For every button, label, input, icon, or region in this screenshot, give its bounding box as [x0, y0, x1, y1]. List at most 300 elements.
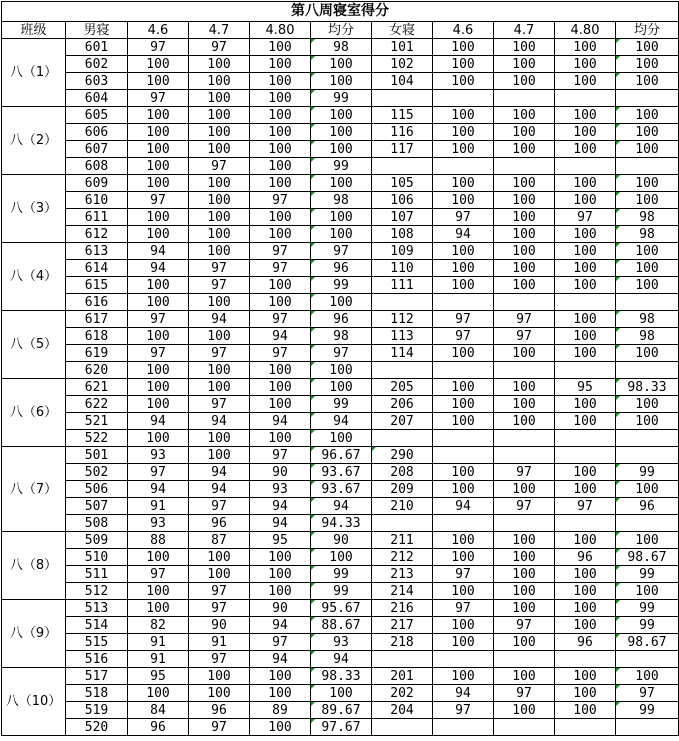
- boys-score-4-6: 84: [128, 702, 189, 719]
- boys-score-4-80: 94: [250, 328, 311, 345]
- boys-dorm-number: 517: [66, 668, 128, 685]
- boys-score-4-6: 100: [128, 583, 189, 600]
- boys-average: 100: [311, 175, 372, 192]
- girls-average: 98: [616, 226, 679, 243]
- boys-score-4-80: 100: [250, 549, 311, 566]
- girls-score-4-6: 100: [433, 260, 494, 277]
- girls-score-4-80: 100: [555, 668, 616, 685]
- boys-score-4-7: 100: [189, 226, 250, 243]
- girls-score-4-80: 97: [555, 209, 616, 226]
- boys-score-4-80: 100: [250, 73, 311, 90]
- boys-score-4-7: 100: [189, 192, 250, 209]
- boys-score-4-80: 90: [250, 464, 311, 481]
- girls-score-4-80: 100: [555, 396, 616, 413]
- girls-score-4-80: 97: [555, 498, 616, 515]
- girls-score-4-6: 100: [433, 107, 494, 124]
- girls-score-4-7: 100: [494, 209, 555, 226]
- boys-score-4-6: 100: [128, 430, 189, 447]
- boys-score-4-6: 100: [128, 158, 189, 175]
- girls-score-4-7: 100: [494, 260, 555, 277]
- girls-score-4-7: 100: [494, 141, 555, 158]
- boys-score-4-7: 97: [189, 277, 250, 294]
- boys-score-4-7: 96: [189, 702, 250, 719]
- table-row: [2, 651, 679, 668]
- boys-dorm-number: 515: [66, 634, 128, 651]
- girls-score-4-7: 97: [494, 311, 555, 328]
- boys-average: 99: [311, 566, 372, 583]
- boys-average: 94.33: [311, 515, 372, 532]
- girls-score-4-80: 100: [555, 243, 616, 260]
- girls-dorm-number: 214: [372, 583, 433, 600]
- table-row: [2, 345, 679, 362]
- table-row: [2, 634, 679, 651]
- girls-score-4-6: 100: [433, 192, 494, 209]
- girls-average: 98.33: [616, 379, 679, 396]
- girls-average: [616, 158, 679, 175]
- girls-dorm-number: 114: [372, 345, 433, 362]
- table-row: [2, 685, 679, 702]
- boys-score-4-80: 100: [250, 226, 311, 243]
- girls-average: 100: [616, 175, 679, 192]
- girls-score-4-6: 100: [433, 413, 494, 430]
- girls-score-4-6: 100: [433, 532, 494, 549]
- girls-score-4-7: 100: [494, 379, 555, 396]
- girls-score-4-7: 100: [494, 532, 555, 549]
- boys-dorm-number: 608: [66, 158, 128, 175]
- girls-dorm-number: 112: [372, 311, 433, 328]
- girls-score-4-80: 96: [555, 549, 616, 566]
- girls-score-4-80: 100: [555, 311, 616, 328]
- girls-score-4-6: 97: [433, 328, 494, 345]
- girls-average: [616, 651, 679, 668]
- boys-score-4-6: 93: [128, 447, 189, 464]
- header-average: 均分: [311, 22, 372, 39]
- boys-score-4-7: 100: [189, 175, 250, 192]
- boys-average: 100: [311, 379, 372, 396]
- girls-score-4-7: 100: [494, 226, 555, 243]
- girls-score-4-6: 100: [433, 124, 494, 141]
- class-cell: 八（6）: [2, 379, 66, 447]
- girls-average: 100: [616, 39, 679, 56]
- boys-score-4-6: 100: [128, 294, 189, 311]
- girls-average: 98: [616, 311, 679, 328]
- boys-score-4-6: 100: [128, 277, 189, 294]
- boys-dorm-number: 501: [66, 447, 128, 464]
- girls-score-4-7: 100: [494, 39, 555, 56]
- boys-score-4-6: 97: [128, 566, 189, 583]
- boys-score-4-7: 97: [189, 260, 250, 277]
- girls-score-4-7: 100: [494, 277, 555, 294]
- class-cell: 八（1）: [2, 39, 66, 107]
- boys-average: 96: [311, 260, 372, 277]
- girls-dorm-number: 211: [372, 532, 433, 549]
- girls-score-4-7: 97: [494, 328, 555, 345]
- boys-score-4-80: 94: [250, 515, 311, 532]
- girls-dorm-number: 290: [372, 447, 433, 464]
- boys-score-4-80: 100: [250, 277, 311, 294]
- boys-dorm-number: 512: [66, 583, 128, 600]
- girls-score-4-7: [494, 90, 555, 107]
- boys-score-4-6: 100: [128, 124, 189, 141]
- boys-average: 99: [311, 158, 372, 175]
- boys-score-4-6: 97: [128, 192, 189, 209]
- boys-score-4-7: 97: [189, 583, 250, 600]
- boys-dorm-number: 609: [66, 175, 128, 192]
- class-cell: 八（4）: [2, 243, 66, 311]
- table-row: [2, 226, 679, 243]
- table-row: [2, 243, 679, 260]
- boys-dorm-number: 622: [66, 396, 128, 413]
- boys-dorm-number: 601: [66, 39, 128, 56]
- girls-score-4-80: 100: [555, 39, 616, 56]
- boys-score-4-7: 97: [189, 719, 250, 736]
- boys-dorm-number: 615: [66, 277, 128, 294]
- girls-score-4-7: 100: [494, 396, 555, 413]
- table-row: [2, 260, 679, 277]
- table-row: [2, 328, 679, 345]
- girls-score-4-6: 100: [433, 549, 494, 566]
- table-row: [2, 447, 679, 464]
- girls-score-4-80: 96: [555, 634, 616, 651]
- girls-score-4-80: 100: [555, 481, 616, 498]
- boys-score-4-80: 100: [250, 175, 311, 192]
- table-row: [2, 719, 679, 736]
- girls-score-4-7: [494, 447, 555, 464]
- table-row: [2, 600, 679, 617]
- girls-score-4-80: 100: [555, 124, 616, 141]
- boys-score-4-6: 100: [128, 107, 189, 124]
- girls-score-4-7: [494, 430, 555, 447]
- boys-score-4-7: 97: [189, 158, 250, 175]
- table-row: [2, 379, 679, 396]
- girls-score-4-7: 97: [494, 498, 555, 515]
- girls-score-4-80: 100: [555, 617, 616, 634]
- girls-score-4-80: 100: [555, 107, 616, 124]
- boys-score-4-80: 90: [250, 600, 311, 617]
- header-date-4-6: 4.6: [433, 22, 494, 39]
- girls-dorm-number: 208: [372, 464, 433, 481]
- boys-average: 100: [311, 362, 372, 379]
- boys-score-4-7: 100: [189, 685, 250, 702]
- girls-score-4-80: 100: [555, 192, 616, 209]
- boys-score-4-80: 100: [250, 583, 311, 600]
- boys-dorm-number: 612: [66, 226, 128, 243]
- boys-average: 97: [311, 345, 372, 362]
- boys-score-4-80: 100: [250, 362, 311, 379]
- girls-score-4-6: 100: [433, 481, 494, 498]
- boys-average: 95.67: [311, 600, 372, 617]
- girls-score-4-7: 97: [494, 464, 555, 481]
- girls-score-4-6: 94: [433, 498, 494, 515]
- girls-score-4-6: [433, 447, 494, 464]
- girls-dorm-number: 204: [372, 702, 433, 719]
- boys-average: 98: [311, 328, 372, 345]
- boys-average: 100: [311, 73, 372, 90]
- class-cell: 八（8）: [2, 532, 66, 600]
- girls-average: 99: [616, 600, 679, 617]
- table-row: [2, 583, 679, 600]
- table-row: [2, 362, 679, 379]
- girls-dorm-number: 202: [372, 685, 433, 702]
- girls-dorm-number: 201: [372, 668, 433, 685]
- girls-average: 100: [616, 141, 679, 158]
- table-row: [2, 209, 679, 226]
- girls-score-4-7: 100: [494, 107, 555, 124]
- boys-average: 96.67: [311, 447, 372, 464]
- boys-average: 93.67: [311, 481, 372, 498]
- boys-score-4-80: 100: [250, 158, 311, 175]
- girls-average: [616, 430, 679, 447]
- boys-dorm-number: 518: [66, 685, 128, 702]
- boys-average: 100: [311, 107, 372, 124]
- boys-score-4-7: 100: [189, 294, 250, 311]
- boys-score-4-7: 100: [189, 107, 250, 124]
- boys-dorm-number: 611: [66, 209, 128, 226]
- boys-dorm-number: 521: [66, 413, 128, 430]
- girls-score-4-6: [433, 430, 494, 447]
- girls-average: 100: [616, 56, 679, 73]
- boys-average: 100: [311, 294, 372, 311]
- girls-score-4-6: 100: [433, 141, 494, 158]
- girls-average: 98: [616, 328, 679, 345]
- table-row: [2, 124, 679, 141]
- boys-score-4-80: 100: [250, 430, 311, 447]
- girls-score-4-80: [555, 447, 616, 464]
- boys-score-4-6: 95: [128, 668, 189, 685]
- dorm-score-table: [1, 1, 679, 736]
- boys-score-4-6: 88: [128, 532, 189, 549]
- boys-score-4-7: 87: [189, 532, 250, 549]
- girls-score-4-7: 100: [494, 702, 555, 719]
- boys-score-4-7: 100: [189, 430, 250, 447]
- boys-score-4-7: 94: [189, 464, 250, 481]
- girls-score-4-80: 100: [555, 56, 616, 73]
- boys-average: 88.67: [311, 617, 372, 634]
- girls-dorm-number: 217: [372, 617, 433, 634]
- boys-dorm-number: 606: [66, 124, 128, 141]
- girls-score-4-6: 100: [433, 243, 494, 260]
- girls-dorm-number: 107: [372, 209, 433, 226]
- boys-average: 99: [311, 90, 372, 107]
- girls-average: 96: [616, 498, 679, 515]
- boys-average: 99: [311, 396, 372, 413]
- girls-score-4-80: 100: [555, 141, 616, 158]
- boys-score-4-80: 97: [250, 447, 311, 464]
- girls-average: 100: [616, 243, 679, 260]
- girls-score-4-6: 100: [433, 175, 494, 192]
- girls-score-4-7: 100: [494, 73, 555, 90]
- girls-score-4-7: 100: [494, 192, 555, 209]
- boys-score-4-80: 100: [250, 685, 311, 702]
- girls-average: 100: [616, 583, 679, 600]
- girls-average: 97: [616, 685, 679, 702]
- boys-score-4-80: 97: [250, 260, 311, 277]
- boys-score-4-80: 100: [250, 719, 311, 736]
- boys-dorm-number: 618: [66, 328, 128, 345]
- boys-score-4-6: 100: [128, 328, 189, 345]
- girls-score-4-6: 100: [433, 277, 494, 294]
- boys-dorm-number: 616: [66, 294, 128, 311]
- girls-dorm-number: 212: [372, 549, 433, 566]
- boys-dorm-number: 507: [66, 498, 128, 515]
- girls-dorm-number: [372, 294, 433, 311]
- girls-score-4-6: 100: [433, 634, 494, 651]
- girls-score-4-80: 100: [555, 600, 616, 617]
- girls-score-4-80: 100: [555, 277, 616, 294]
- boys-average: 100: [311, 226, 372, 243]
- boys-score-4-80: 100: [250, 396, 311, 413]
- girls-average: 99: [616, 566, 679, 583]
- boys-average: 98: [311, 39, 372, 56]
- boys-score-4-7: 100: [189, 447, 250, 464]
- girls-score-4-7: 100: [494, 345, 555, 362]
- boys-score-4-6: 100: [128, 549, 189, 566]
- girls-score-4-80: [555, 719, 616, 736]
- boys-average: 100: [311, 549, 372, 566]
- girls-average: [616, 515, 679, 532]
- boys-score-4-7: 100: [189, 141, 250, 158]
- boys-dorm-number: 621: [66, 379, 128, 396]
- girls-score-4-7: 100: [494, 583, 555, 600]
- boys-score-4-80: 100: [250, 668, 311, 685]
- boys-score-4-80: 100: [250, 107, 311, 124]
- boys-score-4-80: 97: [250, 345, 311, 362]
- boys-score-4-80: 100: [250, 209, 311, 226]
- boys-dorm-number: 605: [66, 107, 128, 124]
- girls-dorm-number: 108: [372, 226, 433, 243]
- boys-score-4-6: 97: [128, 311, 189, 328]
- boys-score-4-80: 97: [250, 311, 311, 328]
- boys-dorm-number: 602: [66, 56, 128, 73]
- boys-dorm-number: 607: [66, 141, 128, 158]
- girls-score-4-6: 100: [433, 583, 494, 600]
- boys-score-4-6: 100: [128, 379, 189, 396]
- boys-average: 96: [311, 311, 372, 328]
- header-row: [2, 22, 679, 39]
- girls-score-4-6: 94: [433, 226, 494, 243]
- boys-score-4-6: 100: [128, 209, 189, 226]
- boys-score-4-6: 100: [128, 396, 189, 413]
- girls-score-4-6: 100: [433, 668, 494, 685]
- boys-score-4-80: 100: [250, 39, 311, 56]
- girls-dorm-number: [372, 719, 433, 736]
- girls-average: [616, 362, 679, 379]
- boys-score-4-80: 95: [250, 532, 311, 549]
- girls-average: 100: [616, 107, 679, 124]
- boys-average: 94: [311, 651, 372, 668]
- boys-dorm-number: 514: [66, 617, 128, 634]
- boys-score-4-80: 100: [250, 90, 311, 107]
- table-row: [2, 430, 679, 447]
- girls-average: 100: [616, 124, 679, 141]
- header-date-4-6: 4.6: [128, 22, 189, 39]
- girls-dorm-number: 117: [372, 141, 433, 158]
- boys-score-4-7: 97: [189, 345, 250, 362]
- class-cell: 八（2）: [2, 107, 66, 175]
- boys-score-4-6: 100: [128, 600, 189, 617]
- table-row: [2, 192, 679, 209]
- girls-score-4-6: 100: [433, 379, 494, 396]
- girls-dorm-number: 104: [372, 73, 433, 90]
- boys-score-4-80: 94: [250, 498, 311, 515]
- boys-dorm-number: 614: [66, 260, 128, 277]
- girls-average: 100: [616, 277, 679, 294]
- girls-dorm-number: [372, 158, 433, 175]
- boys-score-4-6: 100: [128, 141, 189, 158]
- girls-dorm-number: [372, 430, 433, 447]
- girls-score-4-7: 100: [494, 668, 555, 685]
- girls-dorm-number: 111: [372, 277, 433, 294]
- girls-dorm-number: 116: [372, 124, 433, 141]
- boys-average: 99: [311, 277, 372, 294]
- girls-dorm-number: 209: [372, 481, 433, 498]
- boys-score-4-7: 97: [189, 651, 250, 668]
- boys-score-4-80: 97: [250, 192, 311, 209]
- girls-score-4-80: 100: [555, 345, 616, 362]
- table-row: [2, 702, 679, 719]
- boys-average: 97.67: [311, 719, 372, 736]
- boys-score-4-6: 100: [128, 56, 189, 73]
- boys-score-4-6: 94: [128, 260, 189, 277]
- boys-average: 89.67: [311, 702, 372, 719]
- header-average: 均分: [616, 22, 679, 39]
- girls-score-4-80: 100: [555, 702, 616, 719]
- boys-score-4-6: 94: [128, 413, 189, 430]
- boys-score-4-7: 97: [189, 396, 250, 413]
- boys-score-4-7: 96: [189, 515, 250, 532]
- girls-average: 100: [616, 73, 679, 90]
- girls-average: 98.67: [616, 549, 679, 566]
- girls-dorm-number: 206: [372, 396, 433, 413]
- boys-dorm-number: 508: [66, 515, 128, 532]
- header-class: 班级: [2, 22, 66, 39]
- boys-score-4-80: 89: [250, 702, 311, 719]
- girls-score-4-6: 97: [433, 600, 494, 617]
- girls-average: 99: [616, 702, 679, 719]
- girls-score-4-7: 97: [494, 685, 555, 702]
- table-row: [2, 73, 679, 90]
- girls-score-4-80: 100: [555, 685, 616, 702]
- girls-average: [616, 90, 679, 107]
- table-row: [2, 90, 679, 107]
- boys-score-4-6: 91: [128, 651, 189, 668]
- table-row: [2, 311, 679, 328]
- header-date-4-7: 4.7: [189, 22, 250, 39]
- girls-dorm-number: 210: [372, 498, 433, 515]
- girls-score-4-80: 100: [555, 328, 616, 345]
- girls-average: [616, 294, 679, 311]
- girls-score-4-80: 100: [555, 73, 616, 90]
- boys-score-4-6: 100: [128, 175, 189, 192]
- girls-score-4-6: 100: [433, 39, 494, 56]
- boys-score-4-6: 82: [128, 617, 189, 634]
- table-row: [2, 396, 679, 413]
- class-cell: 八（5）: [2, 311, 66, 379]
- girls-score-4-80: 100: [555, 226, 616, 243]
- girls-score-4-7: 100: [494, 634, 555, 651]
- boys-dorm-number: 522: [66, 430, 128, 447]
- girls-score-4-80: [555, 430, 616, 447]
- girls-score-4-6: [433, 294, 494, 311]
- girls-average: 100: [616, 192, 679, 209]
- girls-dorm-number: 106: [372, 192, 433, 209]
- girls-dorm-number: [372, 90, 433, 107]
- boys-average: 98: [311, 192, 372, 209]
- boys-score-4-6: 96: [128, 719, 189, 736]
- table-body: [2, 39, 679, 736]
- boys-average: 97: [311, 243, 372, 260]
- girls-average: 99: [616, 464, 679, 481]
